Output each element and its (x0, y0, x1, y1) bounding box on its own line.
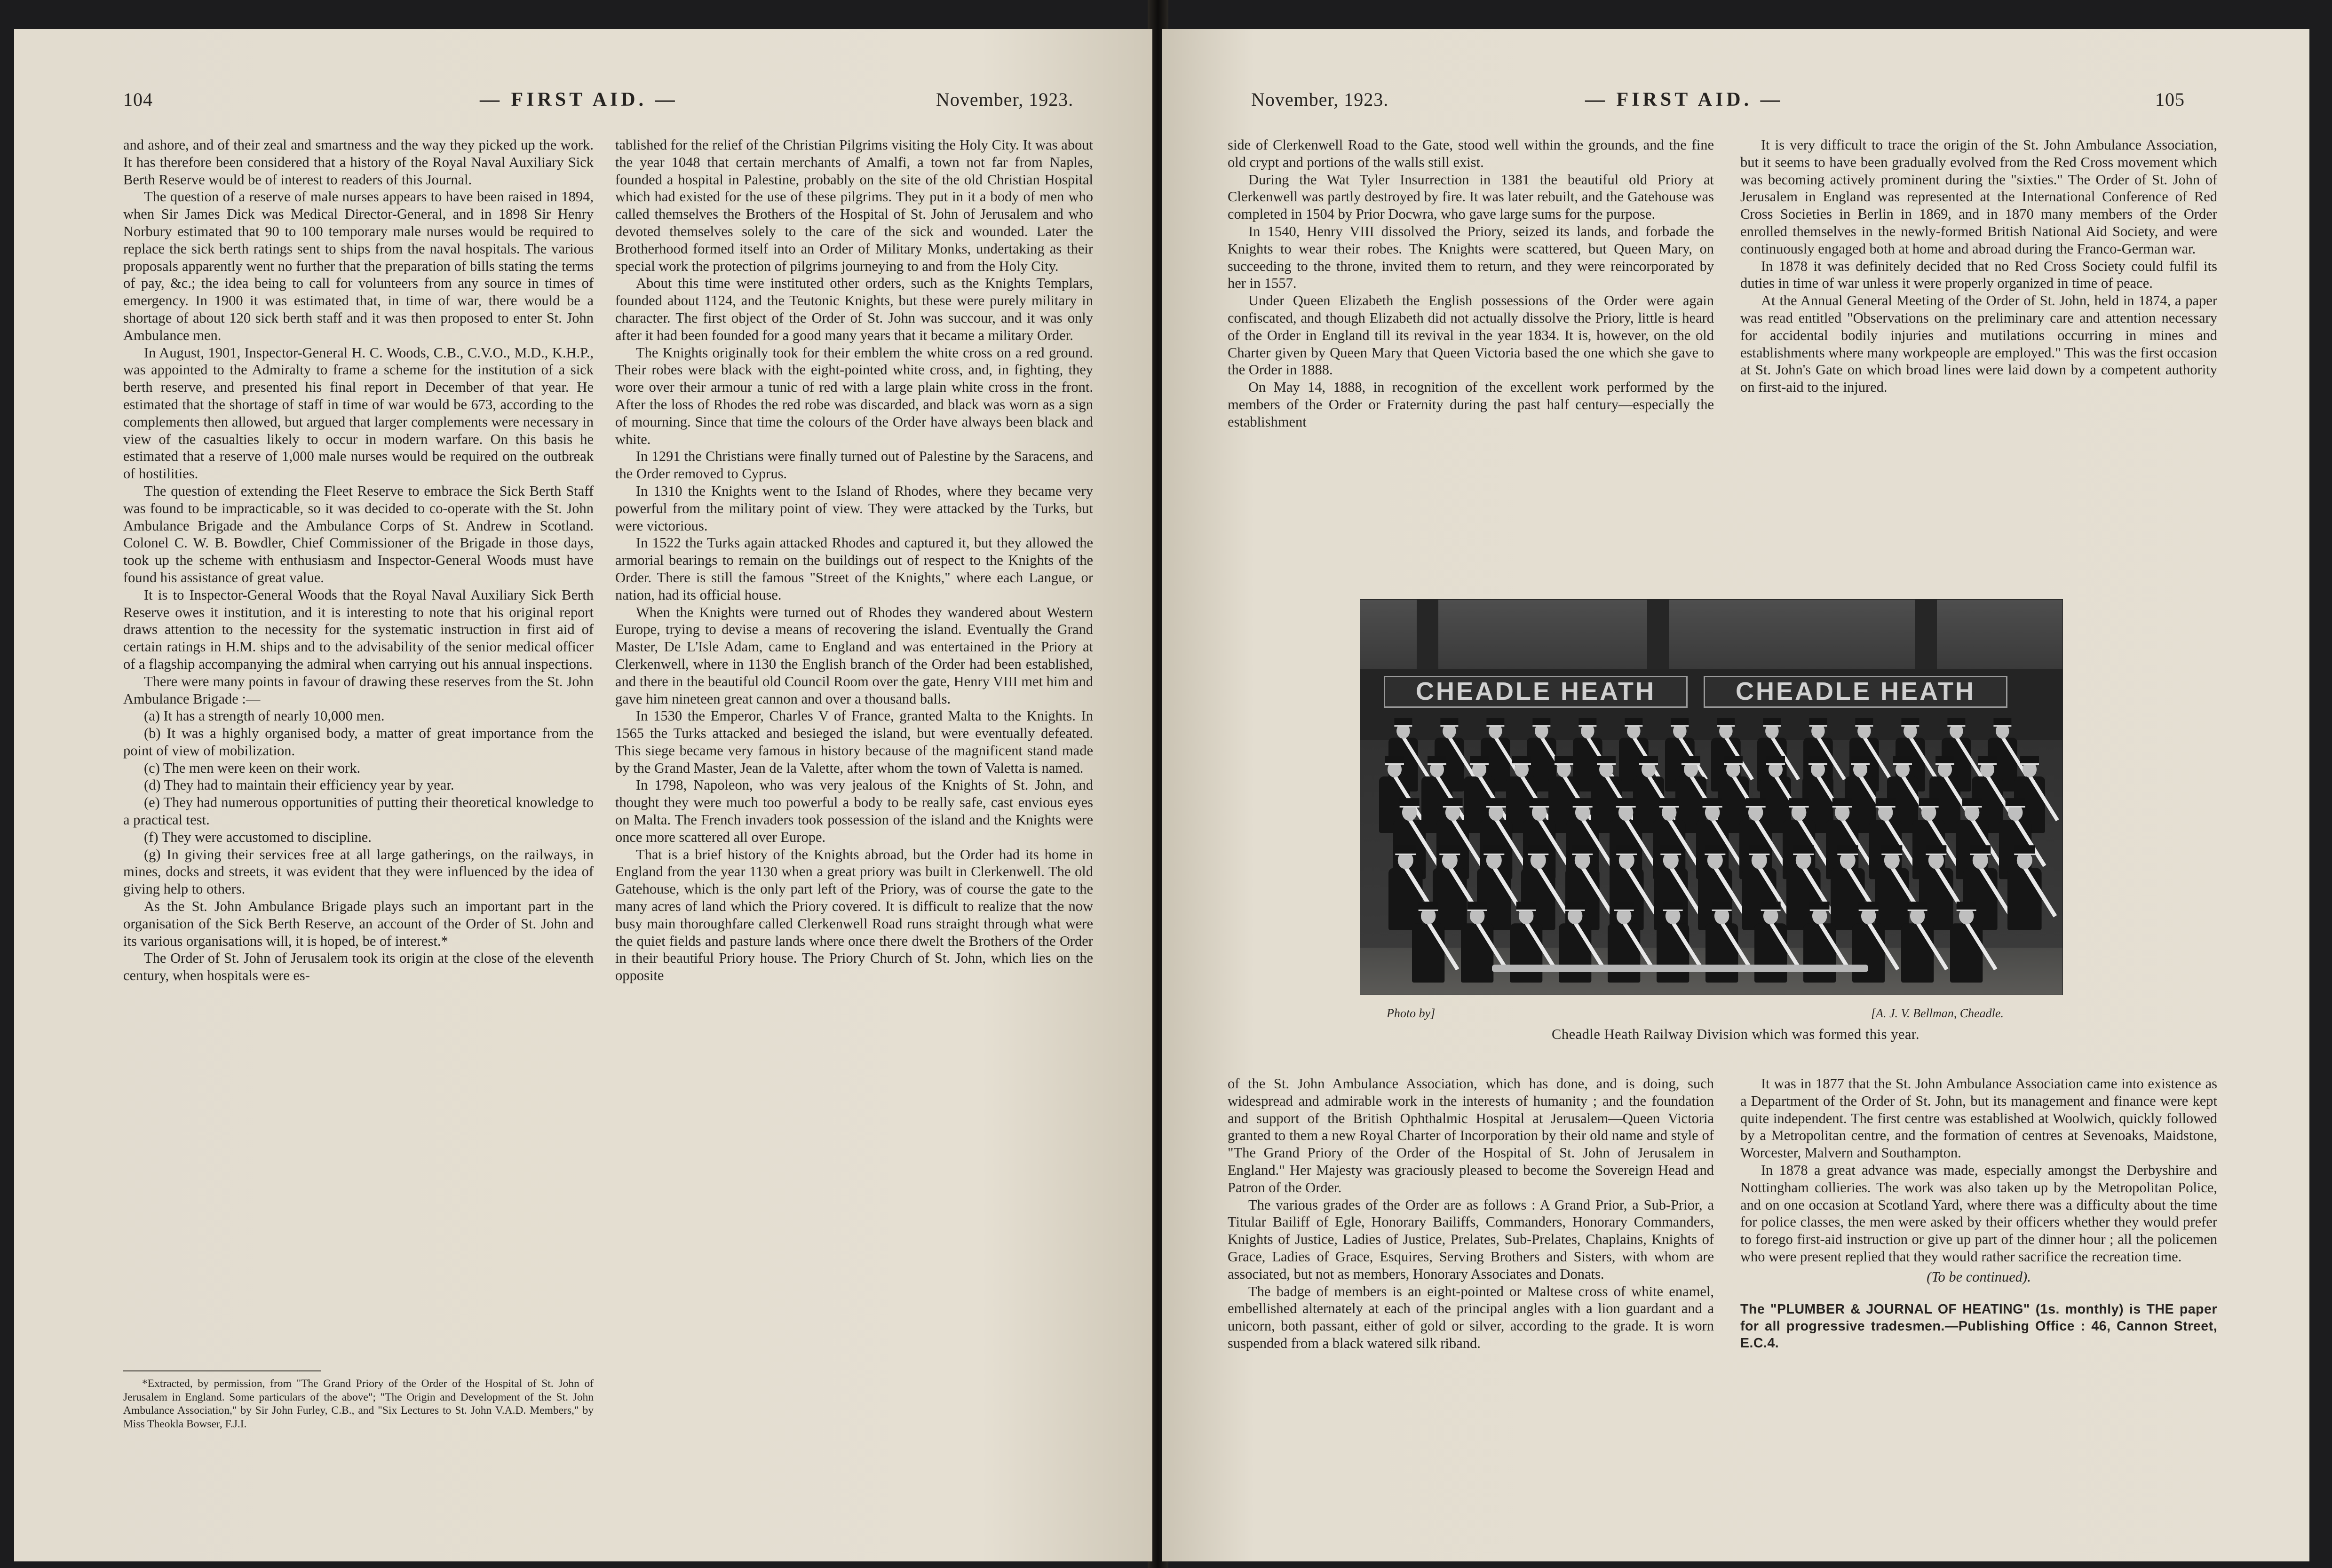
paragraph: The badge of members is an eight-pointed or Maltese cross of white enamel, embellished alternately at each of the principal angles with a lion guardant and a unicorn, both passant, either of gold or silver, according to the grade. It is worn suspended from a black watered silk riband. (1228, 1283, 1714, 1351)
cap (1419, 902, 1438, 911)
paragraph: In 1878 it was definitely decided that no Red Cross Society could fulfil its duties in time of war unless it were properly organized in time of peace. (1740, 258, 2217, 292)
cap (1616, 845, 1637, 855)
left-column-2 (615, 136, 1093, 984)
footnote-text: *Extracted, by permission, from "The Grand Priory of the Order of the Hospital of St. John of Jerusalem in England. Some particulars of the above"; "The Origin and Development of the St. John Ambulance Association," by Sir John Furley, C.B., and "Six Lectures to St. John V.A.D. Members," by Miss Theokla Bowser, F.J.I. (123, 1378, 594, 1430)
uniform (1608, 923, 1640, 982)
stretcher (1492, 965, 1868, 972)
uniform (1461, 923, 1493, 982)
cap (1682, 756, 1700, 765)
cap (1486, 798, 1506, 808)
list-item: (e) They had numerous opportunities of putting their theoretical knowledge to a practical test. (123, 794, 594, 828)
cap (1712, 902, 1732, 911)
cap (1957, 902, 1976, 911)
cap (1395, 845, 1416, 855)
paragraph: In 1878 a great advance was made, especially amongst the Derbyshire and Nottingham collieries. The work was also taken up by the Metropolitan Police, and on one occasion at Scotland Yard, where there was a difficulty about the time for police classes, the men were asked by their officers whether they would prefer to forego first-aid instruction or give up part of the dinner hour ; all the policemen who were present replied that they would rather sacrifice the recreation time. (1740, 1162, 2217, 1265)
cap (1659, 798, 1679, 808)
photo-credit-label: Photo by] (1387, 1006, 1436, 1020)
paragraph: It was in 1877 that the St. John Ambulance Association came into existence as a Department of the Order of St. John, but its management and finance were kept quite independent. The first centre was established at Woolwich, quickly followed by a Metropolitan centre, and the formation of centres at Sevenoaks, Maidstone, Worcester, Malvern and Southampton. (1740, 1076, 2217, 1161)
cap (1528, 845, 1548, 855)
cap (1761, 902, 1781, 911)
cap (1530, 798, 1549, 808)
list-item: (g) In giving their services free at all large gatherings, on the railways, in mines, docks and streets, it was evident that they were influenced by the idea of giving help to others. (123, 846, 594, 897)
station-sign-right: CHEADLE HEATH (1704, 676, 2007, 708)
paragraph: As the St. John Ambulance Brigade plays such an important part in the organisation of the Sick Berth Reserve, an account of the Order of St. John and its various organisations will, it is hoped, be of interest.* (123, 898, 594, 949)
cap (1832, 798, 1852, 808)
cap (1724, 756, 1743, 765)
cap (1483, 845, 1504, 855)
photo-credit-name: [A. J. V. Bellman, Cheadle. (1871, 1006, 2004, 1020)
uniform (1901, 923, 1934, 982)
cap (1385, 756, 1404, 765)
paragraph: There were many points in favour of drawing these reserves from the St. John Ambulance Brigade :— (123, 673, 594, 707)
cap (1486, 718, 1504, 727)
cap (1810, 902, 1830, 911)
list-item: (f) They were accustomed to discipline. (144, 829, 372, 845)
paragraph: The various grades of the Order are as follows : A Grand Prior, a Sub-Prior, a Titular Bailiff of Egle, Honorary Bailiffs, Commanders, Honorary Commanders, Knights of Justice, Ladies of Justice, Prelates, Sub-Prelates, Chaplains, Knights of Grace, Ladies of Grace, Esquires, Serving Brothers and Sisters, with whom are associated, but not as members, Honorary Associates and Donats. (1228, 1196, 1714, 1282)
photo-pillar (1647, 600, 1669, 675)
cap (1616, 798, 1636, 808)
photo-pillar (1417, 600, 1438, 675)
cap (1859, 902, 1879, 911)
advertisement: The "PLUMBER & JOURNAL OF HEATING" (1s. monthly) is THE paper for all progressive tradesmen.—Publishing Office : 46, Cannon Street, E.C.4. (1740, 1301, 2217, 1351)
cap (1394, 718, 1412, 727)
footnote-rule (123, 1370, 321, 1371)
paragraph: In August, 1901, Inspector-General H. C. Woods, C.B., C.V.O., M.D., K.H.P., was appointed to the Admiralty to frame a scheme for the institution of a sick berth reserve, and presented his final report in December of that year. He estimated that the shortage of staff in time of war would be 673, according to the complements then allowed, but argued that larger complements were necessary in view of the casualties likely to occur in modern warfare. On this basis he estimated that a reserve of 1,000 male nurses would be required on the outbreak of hostilities. (123, 344, 594, 482)
paragraph: At the Annual General Meeting of the Order of St. John, held in 1874, a paper was read entitled "Observations on the preliminary care and attention necessary for accidental bodily injuries and mutilations occurring in mines and establishments where many workpeople are employed." This was the first occasion at St. John's Gate on which broad lines were laid down by a competent authority on first-aid to the injured. (1740, 293, 2217, 396)
cap (1578, 718, 1596, 727)
cap (1881, 845, 1902, 855)
paragraph: The question of extending the Fleet Reserve to embrace the Sick Berth Staff was found to be impracticable, so it was decided to co-operate with the St. John Ambulance Brigade and the Ambulance Corps of St. Andrew in Scotland. Colonel C. W. B. Bowdler, Chief Commissioner of the Brigade in those days, took up the scheme with enthusiasm and Inspector-General Woods must have found his assistance of great value. (123, 483, 594, 586)
list-item: (c) The men were keen on their work. (144, 760, 361, 776)
list-item: (d) They had to maintain their efficiency year by year. (144, 777, 454, 793)
left-page (14, 29, 1152, 1561)
paragraph: When the Knights were turned out of Rhodes they wandered about Western Europe, trying to devise a means of recovering the island. Eventually the Grand Master, De L'Isle Adam, came to England and was entertained in the Priory at Clerkenwell, where in 1130 the English branch of the Order had been established, and there in the beautiful old Council Room over the gate, Henry VIII met him and gave him nineteen great cannon and over a thousand balls. (615, 604, 1093, 707)
paragraph: The Order of St. John of Jerusalem took its origin at the close of the eleventh century, when hospitals were es- (123, 950, 594, 984)
cap (1793, 845, 1814, 855)
paragraph: On May 14, 1888, in recognition of the excellent work performed by the members of the Order or Fraternity during the past half century—especially the establishment (1228, 379, 1714, 430)
cap (1639, 756, 1658, 765)
cap (1935, 756, 1954, 765)
list-item: (a) It has a strength of nearly 10,000 men. (144, 708, 385, 724)
photo-caption: Cheadle Heath Railway Division which was formed this year. (1552, 1026, 1920, 1042)
uniform (1510, 923, 1542, 982)
paragraph: side of Clerkenwell Road to the Gate, stood well within the grounds, and the fine old crypt and portions of the walls still exist. (1228, 137, 1714, 170)
cap (1746, 798, 1766, 808)
uniform (1388, 868, 1423, 930)
cap (1855, 718, 1873, 727)
left-column-1 (123, 136, 594, 984)
cap (1703, 798, 1722, 808)
to-be-continued: (To be continued). (1927, 1268, 2031, 1285)
left-page-header (14, 88, 1152, 117)
uniform (1852, 923, 1885, 982)
cap (1663, 902, 1683, 911)
cap (1443, 798, 1463, 808)
photo-credit (1162, 1006, 2309, 1025)
cap (1893, 756, 1912, 765)
uniform (1754, 923, 1787, 982)
paragraph: In 1798, Napoleon, who was very jealous of the Knights of St. John, and thought they were much too powerful a body to be really safe, cast envious eyes on Malta. The French invaders took possession of the island and the Knights were once more scattered all over Europe. (615, 777, 1093, 845)
cap (1516, 902, 1536, 911)
uniform (1950, 923, 1983, 982)
page-number: 104 (123, 89, 153, 110)
right-column-4 (1740, 1075, 2217, 1352)
paragraph: In 1522 the Turks again attacked Rhodes and captured it, but they allowed the armorial bearings to remain on the buildings out of respect to the Knights of the Order. There is still the famous "Street of the Knights," where each Langue, or nation, had its official house. (615, 535, 1093, 603)
uniform (1705, 923, 1738, 982)
cap (1565, 902, 1585, 911)
cap (1947, 718, 1965, 727)
right-column-3 (1228, 1075, 1714, 1352)
cap (1808, 756, 1827, 765)
running-title: — FIRST AID. — (1585, 89, 1784, 111)
right-page-header (1162, 88, 2309, 117)
right-column-2 (1740, 136, 2217, 396)
cap (1439, 845, 1460, 855)
cap (1705, 845, 1725, 855)
cap (1851, 756, 1870, 765)
paragraph: During the Wat Tyler Insurrection in 1381 the beautiful old Priory at Clerkenwell was partly destroyed by fire. It was later rebuilt, and the Gatehouse was completed in 1504 by Prior Docwra, who gave large sums for the purpose. (1228, 171, 1714, 222)
paragraph: tablished for the relief of the Christian Pilgrims visiting the Holy City. It was about the year 1048 that certain merchants of Amalfi, a town not far from Naples, founded a hospital in Palestine, probably on the site of the old Christian Hospital which had existed for the use of these pilgrims. They put in it a body of men who called themselves the Brothers of the Hospital of St. John of Jerusalem and who devoted themselves solely to the care of the sick and wounded. Later the Brotherhood formed itself into an Order of Military Monks, undertaking as their special work the protection of pilgrims journeying to and from the Holy City. (615, 137, 1093, 274)
cap (1573, 798, 1593, 808)
cap (1908, 902, 1927, 911)
cap (1970, 845, 1991, 855)
cap (1614, 902, 1634, 911)
cap (1876, 798, 1896, 808)
cap (1962, 798, 1982, 808)
cap (1671, 718, 1689, 727)
photo-pillar (1915, 600, 1937, 675)
uniform (1803, 923, 1836, 982)
paragraph: Under Queen Elizabeth the English possessions of the Order were again confiscated, and though Elizabeth did not actually dissolve the Priory, little is heard of the Order in England till its revival in the year 1834. It is, however, on the old Charter given by Queen Mary that Queen Victoria based the one which she gave to the Order in 1888. (1228, 293, 1714, 378)
paragraph: That is a brief history of the Knights abroad, but the Order had its home in England from the year 1130 when a great priory was built in Clerkenwell. The old Gatehouse, which is the only part left of the Priory, was of course the gate to the many acres of land which the Priory covered. It is difficult to realize that the now busy main thoroughfare called Clerkenwell Road runs straight through what were the quiet fields and pasture lands where once there dwelt the Brothers of the Order in their beautiful Priory house. The Priory Church of St. John, which lies on the opposite (615, 846, 1093, 984)
paragraph: The Knights originally took for their emblem the white cross on a red ground. Their robes were black with the eight-pointed white cross, and, in fighting, they wore over their armour a tunic of red with a large plain white cross in the front. After the loss of Rhodes the red robe was discarded, and black was worn as a sign of mourning. Since that time the colours of the Order have always been black and white. (615, 344, 1093, 447)
cap (1440, 718, 1458, 727)
paragraph: and ashore, and of their zeal and smartness and the way they picked up the work. It has therefore been considered that a history of the Royal Naval Auxiliary Sick Berth Reserve would be of interest to readers of this Journal. (123, 137, 594, 188)
cap (1978, 756, 1997, 765)
uniform (1433, 868, 1467, 930)
group-photograph (1360, 599, 2063, 995)
paragraph: In 1540, Henry VIII dissolved the Priory, seized its lands, and forbade the Knights to wear their robes. The Knights were scattered, but Queen Mary, on succeeding to the throne, invited them to return, and they were reincorporated by her in 1557. (1228, 223, 1714, 292)
cap (1532, 718, 1550, 727)
footnote (123, 1377, 594, 1431)
cap (1993, 718, 2011, 727)
cap (1400, 798, 1420, 808)
paragraph: of the St. John Ambulance Association, which has done, and is doing, such widespread and admirable work in the interests of humanity ; and the foundation and support of the British Ophthalmic Hospital at Jerusalem—Queen Victoria granted to them a new Royal Charter of Incorporation by their old name and style of "The Grand Priory of the Order of the Hospital of St. John of Jerusalem in England." Her Majesty was graciously pleased to become the Sovereign Head and Patron of the Order. (1228, 1076, 1714, 1196)
uniform (1657, 923, 1689, 982)
photo-sky (1360, 600, 2062, 670)
cap (2020, 756, 2039, 765)
paragraph: The question of a reserve of male nurses appears to have been raised in 1894, when Sir James Dick was Medical Director-General, and in 1898 Sir Henry Norbury estimated that 90 to 100 temporary male nurses would be required to replace the sick berth ratings sent to ships from the naval hospitals. The various proposals apparently went no further that the preparation of bills stating the terms of pay, &c.; the idea being to call for volunteers from any source in times of emergency. In 1900 it was estimated that, in time of war, there would be a shortage of about 120 sick berth staff and it was then proposed to enter St. John Ambulance men. (123, 189, 594, 343)
cap (1749, 845, 1769, 855)
list-item: (b) It was a highly organised body, a matter of great importance from the point of view of mobilization. (123, 725, 594, 759)
running-title: — FIRST AID. — (480, 89, 678, 111)
cap (1660, 845, 1681, 855)
paragraph: It is very difficult to trace the origin of the St. John Ambulance Association, but it seems to have been gradually evolved from the Red Cross movement which was becoming actively prominent during the "sixties." The Order of St. John of Jerusalem in England was represented at the International Conference of Red Cross Societies in Berlin in 1869, and in 1870 many members of the Order enrolled themselves in the newly-formed British National Aid Society, and were continuously engaged both at home and abroad during the Franco-German war. (1740, 137, 2217, 257)
cap (1763, 718, 1781, 727)
cap (1572, 845, 1593, 855)
cap (1470, 756, 1489, 765)
paragraph: It is to Inspector-General Woods that the Royal Naval Auxiliary Sick Berth Reserve owes it institution, and it is interesting to note that his original report draws attention to the necessity for the systematic instruction in first aid of certain ratings in H.M. ships and to the advisability of the senior medical officer of a flagship accompanying the admiral when carrying out his annual inspections. (123, 586, 594, 672)
cap (1809, 718, 1827, 727)
paragraph: In 1310 the Knights went to the Island of Rhodes, where they became very powerful from the military point of view. They were attacked by the Turks, but were victorious. (615, 483, 1093, 534)
cap (1512, 756, 1531, 765)
cap (1901, 718, 1919, 727)
uniform (1412, 923, 1444, 982)
cap (1597, 756, 1616, 765)
paragraph: About this time were instituted other orders, such as the Knights Templars, founded about 1124, and the Teutonic Knights, but these were purely military in character. The first object of the Order of St. John was succour, and it was only after it had been founded for a good many years that it became a military Order. (615, 275, 1093, 343)
station-sign-left: CHEADLE HEATH (1384, 676, 1688, 708)
uniform (1875, 868, 1909, 930)
cap (1766, 756, 1785, 765)
cap (1467, 902, 1487, 911)
uniform (1831, 868, 1865, 930)
right-page (1162, 29, 2309, 1561)
page-number: 105 (2155, 89, 2185, 110)
cap (1789, 798, 1809, 808)
paragraph: In 1291 the Christians were finally turned out of Palestine by the Saracens, and the Order removed to Cyprus. (615, 448, 1093, 482)
right-column-1 (1228, 136, 1714, 431)
cap (1717, 718, 1735, 727)
cap (1926, 845, 1946, 855)
cap (1428, 756, 1446, 765)
uniform (1559, 923, 1591, 982)
paragraph: In 1530 the Emperor, Charles V of France, granted Malta to the Knights. In 1565 the Turks attacked and besieged the island, but were eventually defeated. This siege became very famous in history because of the magnificent stand made by the Grand Master, Jean de la Valette, after whom the town of Valetta is named. (615, 708, 1093, 776)
cap (1555, 756, 1573, 765)
uniform (1919, 868, 1953, 930)
uniform (2007, 868, 2042, 930)
cap (1919, 798, 1939, 808)
issue-date: November, 1923. (936, 89, 1074, 110)
cap (1625, 718, 1642, 727)
cap (1837, 845, 1858, 855)
cap (2006, 798, 2025, 808)
cap (2014, 845, 2035, 855)
issue-date: November, 1923. (1251, 89, 1389, 110)
